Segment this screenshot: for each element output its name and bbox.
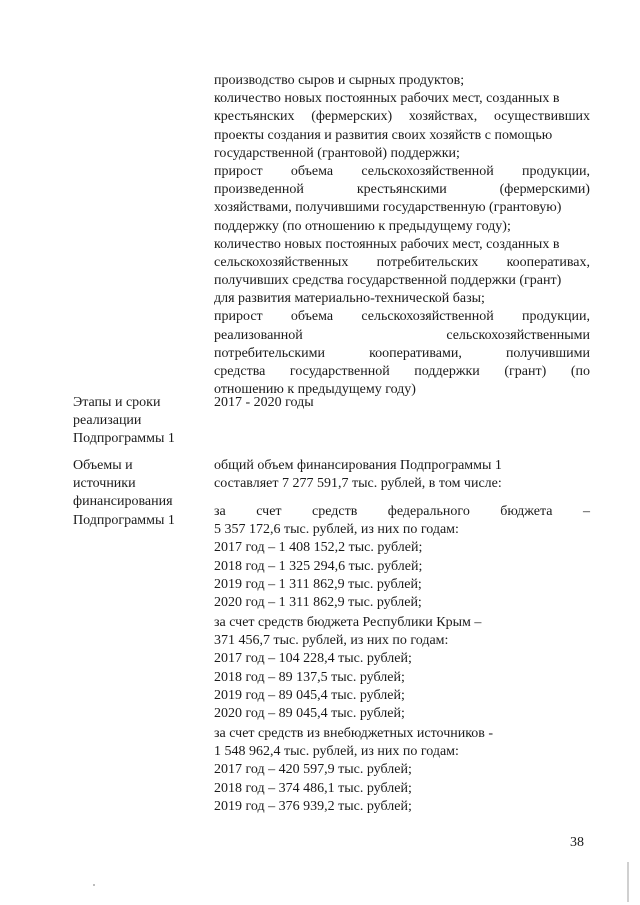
indicator-line-justified [214, 308, 590, 326]
indicator-line-justified [214, 163, 590, 181]
scan-edge-mark [627, 862, 629, 902]
indicator-line: производство сыров и сырных продуктов; [214, 73, 465, 88]
indicator-line-justified [214, 254, 590, 272]
word: государственной [289, 364, 390, 379]
word: продукции, [522, 163, 590, 179]
label-line: Этапы и сроки [73, 395, 161, 410]
indicator-line: отношению к предыдущему году) [214, 382, 416, 398]
word: (фермерских) [311, 109, 393, 125]
offbudget-year-line: 2017 год – 420 597,9 тыс. рублей; [214, 762, 412, 778]
total-line: общий объем финансирования Подпрограммы 1 [214, 458, 502, 473]
indicator-line: хозяйствами, получившими государственную (грантовую) [214, 200, 562, 216]
total-line: составляет 7 277 591,7 тыс. рублей, в том числе: [214, 476, 502, 492]
word: осуществивших [493, 109, 590, 125]
word: хозяйствах, [408, 109, 478, 125]
word: сельскохозяйственных [214, 254, 349, 270]
crimea-year-line: 2019 год – 89 045,4 тыс. рублей; [214, 687, 405, 703]
label-line: Подпрограммы 1 [73, 431, 175, 447]
federal-line: 5 357 172,6 тыс. рублей, из них по годам: [214, 522, 459, 538]
word: объема [290, 163, 334, 179]
volumes-label [73, 457, 203, 530]
word: федерального [387, 504, 470, 519]
federal-year-line: 2020 год – 1 311 862,9 тыс. рублей; [214, 594, 422, 610]
offbudget-block [214, 725, 590, 816]
label-line: финансирования [73, 494, 173, 510]
indicator-line-justified [214, 181, 590, 199]
word: прирост [214, 163, 263, 179]
word: (грант) [504, 364, 547, 379]
federal-year-line: 2017 год – 1 408 152,2 тыс. рублей; [214, 540, 423, 556]
word: (по [570, 364, 590, 379]
indicator-line-justified [214, 363, 590, 381]
word: произведенной [214, 182, 304, 198]
crimea-line: 371 456,7 тыс. рублей, из них по годам: [214, 633, 449, 649]
stages-label [73, 394, 203, 449]
indicator-line: количество новых постоянных рабочих мест, созданных в [214, 236, 560, 252]
indicator-line: государственной (грантовой) поддержки; [214, 145, 460, 161]
federal-heading-line [214, 503, 590, 521]
word: объема [290, 309, 334, 325]
word: средства [214, 364, 266, 379]
federal-year-line: 2018 год – 1 325 294,6 тыс. рублей; [214, 558, 423, 574]
label-line: источники [73, 476, 136, 492]
word: сельскохозяйственными [446, 327, 590, 343]
offbudget-year-line: 2019 год – 376 939,2 тыс. рублей; [214, 798, 412, 814]
stages-period: 2017 - 2020 годы [214, 395, 314, 410]
crimea-year-line: 2017 год – 104 228,4 тыс. рублей; [214, 651, 412, 667]
word: потребительских [376, 254, 479, 270]
crimea-line: за счет средств бюджета Республики Крым – [214, 615, 482, 630]
offbudget-line: за счет средств из внебюджетных источников - [214, 726, 494, 741]
page-number: 38 [570, 835, 584, 850]
crimea-year-line: 2018 год – 89 137,5 тыс. рублей; [214, 669, 405, 685]
indicator-line: количество новых постоянных рабочих мест, созданных в [214, 91, 560, 107]
word: поддержки [414, 364, 480, 379]
word: реализованной [214, 327, 303, 343]
federal-budget-block [214, 503, 590, 612]
word: сельскохозяйственной [361, 309, 494, 325]
volumes-total [214, 457, 590, 493]
indicator-line-justified [214, 108, 590, 126]
offbudget-line: 1 548 962,4 тыс. рублей, из них по годам: [214, 744, 459, 760]
label-line: реализации [73, 413, 142, 429]
word: крестьянских [214, 109, 295, 125]
label-line: Объемы и [73, 458, 133, 473]
indicator-line-justified [214, 327, 590, 345]
word: счет [256, 504, 282, 519]
word: (фермерскими) [499, 182, 590, 198]
word: потребительскими [214, 345, 325, 361]
indicator-line: получивших средства государственной поддержки (грант) [214, 273, 562, 289]
indicator-line-justified [214, 345, 590, 363]
word: бюджета [500, 504, 553, 519]
word: получившими [505, 345, 590, 361]
crimea-budget-block [214, 614, 590, 723]
scan-speck [93, 884, 95, 886]
word: средств [312, 504, 358, 519]
label-line: Подпрограммы 1 [73, 512, 175, 528]
federal-year-line: 2019 год – 1 311 862,9 тыс. рублей; [214, 576, 422, 592]
indicator-line: для развития материально-технической базы; [214, 291, 485, 307]
word: кооперативами, [369, 345, 462, 361]
word: – [582, 504, 590, 519]
indicator-line: проекты создания и развития своих хозяйств с помощью [214, 127, 553, 143]
word: продукции, [522, 309, 590, 325]
indicator-line: поддержку (по отношению к предыдущему году); [214, 218, 511, 234]
word: крестьянскими [356, 182, 447, 198]
crimea-year-line: 2020 год – 89 045,4 тыс. рублей; [214, 705, 405, 721]
word: прирост [214, 309, 263, 325]
indicators-block [214, 72, 590, 399]
stages-value [214, 394, 590, 412]
word: кооперативах, [506, 254, 590, 270]
word: сельскохозяйственной [361, 163, 494, 179]
word: за [214, 504, 226, 519]
offbudget-year-line: 2018 год – 374 486,1 тыс. рублей; [214, 780, 412, 796]
